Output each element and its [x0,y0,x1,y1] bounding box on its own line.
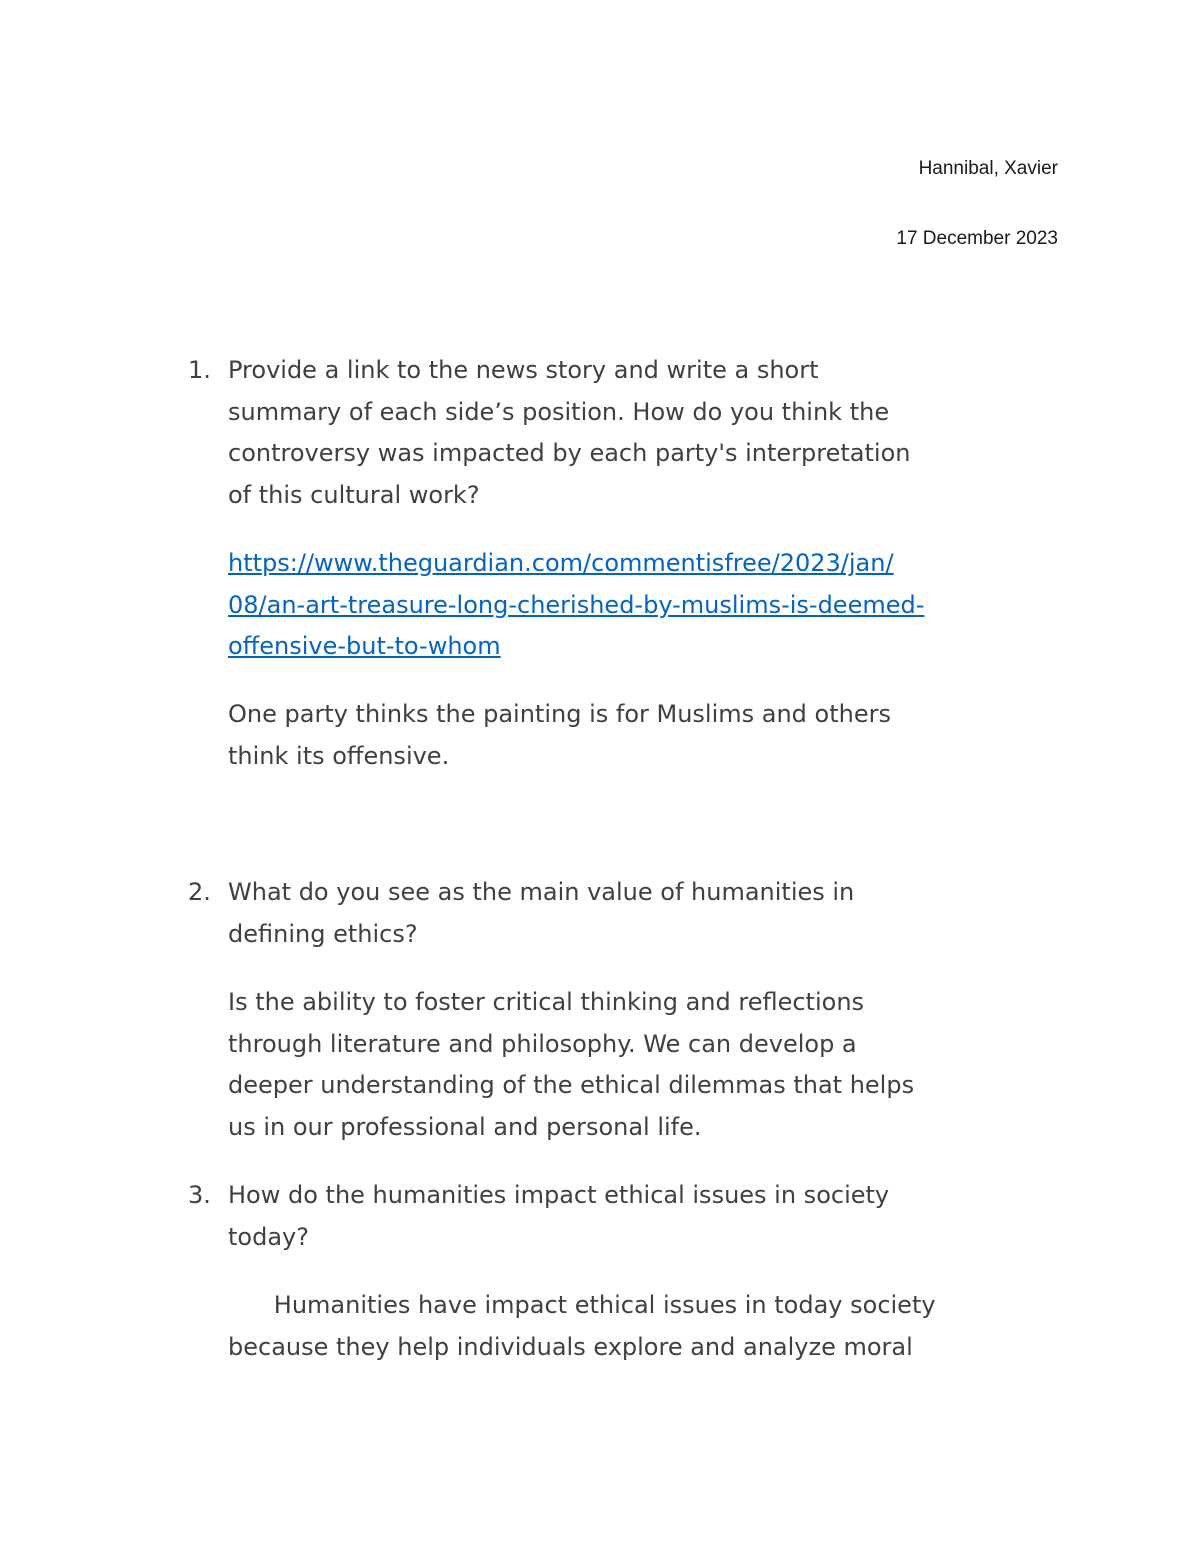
answer-text [228,694,891,777]
answer-line: think its offensive. [228,741,450,770]
answer-line: through literature and philosophy. We can develop a [228,1029,857,1058]
answer-line: us in our professional and personal life. [228,1112,702,1141]
question-number: 3. [188,1181,211,1209]
question-line: How do the humanities impact ethical issues in society [228,1181,890,1209]
link-line[interactable]: 08/an-art-treasure-long-cherished-by-muslims-is-deemed- [228,590,925,619]
question-text [228,350,910,516]
answer-line: One party thinks the painting is for Muslims and others [228,700,891,728]
question-line: of this cultural work? [228,480,480,509]
question-line: What do you see as the main value of humanities in [228,878,855,906]
question-line: Provide a link to the news story and write a short [228,356,819,384]
question-line: today? [228,1222,309,1251]
document-date: 17 December 2023 [896,228,1058,249]
link-line[interactable]: offensive-but-to-whom [228,632,501,660]
question-text [228,872,854,955]
answer-line: deeper understanding of the ethical dilemmas that helps [228,1071,915,1099]
author-name: Hannibal, Xavier [918,158,1058,179]
news-story-link[interactable] [228,543,924,668]
answer-text [228,1285,936,1368]
answer-line: Humanities have impact ethical issues in today society [228,1291,936,1319]
question-line: summary of each side’s position. How do you think the [228,397,890,426]
question-number: 1. [188,356,211,384]
question-text [228,1175,889,1258]
link-line[interactable]: https://www.theguardian.com/commentisfree/2023/jan/ [228,549,894,577]
question-line: controversy was impacted by each party's interpretation [228,439,911,467]
answer-text [228,982,914,1148]
answer-line: Is the ability to foster critical thinking and reflections [228,988,865,1016]
answer-line: because they help individuals explore and analyze moral [228,1332,913,1361]
question-number: 2. [188,878,211,906]
question-line: defining ethics? [228,919,418,948]
